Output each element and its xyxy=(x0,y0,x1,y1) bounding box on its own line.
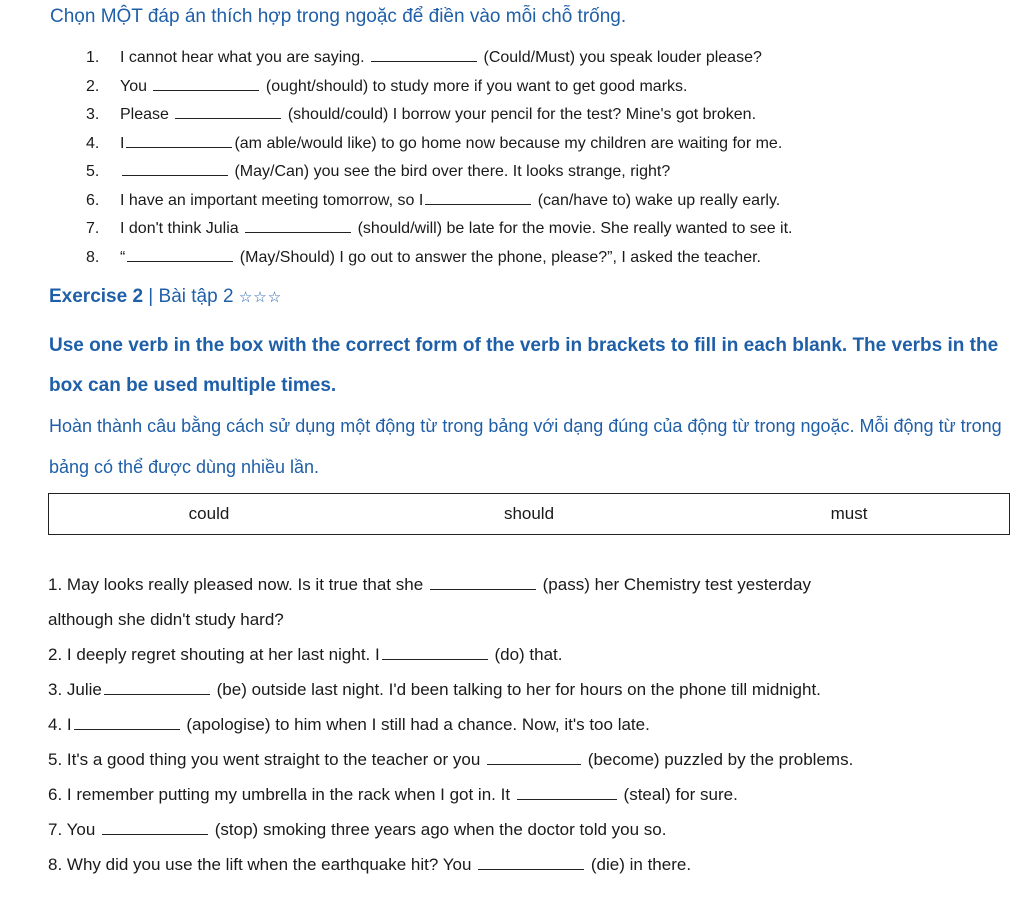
item-text-before: You xyxy=(120,77,147,95)
item-text-after: (am able/would like) to go home now because my children are waiting for me. xyxy=(234,134,783,152)
exercise2-item xyxy=(48,777,1018,812)
item-text-after: (ought/should) to study more if you want to get good marks. xyxy=(265,77,688,95)
answer-blank[interactable] xyxy=(371,47,477,62)
item-text-before: “ xyxy=(120,248,126,266)
answer-blank[interactable] xyxy=(478,855,584,870)
exercise2-title-bold: Exercise 2 xyxy=(49,286,144,307)
item-text-after: (be) outside last night. I'd been talking to her for hours on the phone till midnight. xyxy=(216,680,821,699)
item-text-before: I remember putting my umbrella in the rack when I got in. It xyxy=(66,785,511,804)
item-number: 2. xyxy=(86,77,100,95)
answer-blank[interactable] xyxy=(425,190,531,205)
star-rating-icon: ☆☆☆ xyxy=(238,289,283,306)
item-number: 1. xyxy=(48,575,63,594)
item-text-before: May looks really pleased now. Is it true that she xyxy=(66,575,424,594)
item-text-before: Julie xyxy=(66,680,102,699)
item-text-after: (Could/Must) you speak louder please? xyxy=(483,49,762,66)
answer-blank[interactable] xyxy=(153,76,259,91)
answer-blank[interactable] xyxy=(122,161,228,176)
item-text-after: (do) that. xyxy=(494,645,563,664)
exercise2-title-separator: | xyxy=(143,286,159,307)
exercise2-item-continuation xyxy=(48,602,1018,637)
item-number: 4. xyxy=(86,134,100,152)
answer-blank[interactable] xyxy=(104,680,210,695)
verb-box xyxy=(48,493,1010,535)
item-text-after: (should/could) I borrow your pencil for the test? Mine's got broken. xyxy=(287,106,757,123)
verb-option: must xyxy=(830,504,868,523)
item-number: 3. xyxy=(86,106,100,123)
exercise2-item xyxy=(48,742,1018,777)
item-text-after: (steal) for sure. xyxy=(623,785,738,804)
item-text-after: (can/have to) wake up really early. xyxy=(537,191,781,209)
exercise1-item xyxy=(86,44,792,73)
answer-blank[interactable] xyxy=(487,750,581,765)
item-text-before: Please xyxy=(120,106,169,123)
exercise2-item xyxy=(48,707,1018,742)
item-text-before: I xyxy=(66,715,72,734)
item-number: 6. xyxy=(48,785,63,804)
instruction-english: Use one verb in the box with the correct form of the verb in brackets to fill in each blank. The verbs in the box can be used multiple times. xyxy=(49,335,999,396)
item-text-after: (should/will) be late for the movie. She really wanted to see it. xyxy=(357,220,793,237)
exercise2-list xyxy=(48,567,1018,882)
exercise2-item xyxy=(48,567,1018,602)
item-text-after: (May/Can) you see the bird over there. It looks strange, right? xyxy=(234,163,671,180)
item-number: 3. xyxy=(48,680,63,699)
item-text-before: You xyxy=(66,820,96,839)
item-text-before: It's a good thing you went straight to the teacher or you xyxy=(66,750,481,769)
item-text-before: I cannot hear what you are saying. xyxy=(120,49,365,66)
item-number: 5. xyxy=(48,750,63,769)
item-number: 8. xyxy=(86,248,100,266)
exercise1-item xyxy=(86,101,792,130)
exercise1-item xyxy=(86,73,792,102)
exercise1-item xyxy=(86,244,792,273)
item-text-before: I xyxy=(120,134,125,152)
exercise2-item xyxy=(48,847,1018,882)
item-number: 4. xyxy=(48,715,63,734)
answer-blank[interactable] xyxy=(126,133,232,148)
item-text-before: I have an important meeting tomorrow, so I xyxy=(120,191,424,209)
exercise2-item xyxy=(48,637,1018,672)
item-text-after: (pass) her Chemistry test yesterday xyxy=(542,575,811,594)
exercise1-item xyxy=(86,158,792,187)
exercise1-item xyxy=(86,130,792,159)
verb-option: could xyxy=(188,504,230,523)
item-text-after: (die) in there. xyxy=(590,855,692,874)
answer-blank[interactable] xyxy=(430,575,536,590)
answer-blank[interactable] xyxy=(102,820,208,835)
answer-blank[interactable] xyxy=(74,715,180,730)
exercise2-item xyxy=(48,812,1018,847)
item-number: 8. xyxy=(48,855,63,874)
answer-blank[interactable] xyxy=(127,247,233,262)
item-number: 7. xyxy=(48,820,63,839)
exercise1-item xyxy=(86,215,792,244)
item-text-after: (become) puzzled by the problems. xyxy=(587,750,854,769)
item-text-before: Why did you use the lift when the earthquake hit? You xyxy=(66,855,472,874)
exercise2-title-vi: Bài tập 2 xyxy=(158,286,234,307)
answer-blank[interactable] xyxy=(245,218,351,233)
exercise2-item xyxy=(48,672,1018,707)
answer-blank[interactable] xyxy=(382,645,488,660)
item-number: 2. xyxy=(48,645,63,664)
item-text-before: I don't think Julia xyxy=(120,220,239,237)
verb-option: should xyxy=(503,504,555,523)
item-number: 7. xyxy=(86,220,100,237)
item-number: 5. xyxy=(86,163,100,180)
answer-blank[interactable] xyxy=(517,785,617,800)
item-text-after: (stop) smoking three years ago when the doctor told you so. xyxy=(214,820,667,839)
item-text-before: I deeply regret shouting at her last night. I xyxy=(66,645,380,664)
item-number: 6. xyxy=(86,191,100,209)
exercise1-item xyxy=(86,187,792,216)
instruction-vietnamese: Hoàn thành câu bằng cách sử dụng một động từ trong bảng với dạng đúng của động từ trong ngoặc. Mỗi động từ trong bảng có thể được dùng nhiều lần. xyxy=(49,416,1002,477)
exercise1-list xyxy=(86,44,792,272)
item-text-after: (apologise) to him when I still had a chance. Now, it's too late. xyxy=(186,715,650,734)
answer-blank[interactable] xyxy=(175,104,281,119)
exercise2-title xyxy=(49,286,282,308)
item-text-continued: although she didn't study hard? xyxy=(48,610,284,629)
item-number: 1. xyxy=(86,49,100,66)
worksheet-heading: Chọn MỘT đáp án thích hợp trong ngoặc để điền vào mỗi chỗ trống. xyxy=(50,6,627,27)
item-text-after: (May/Should) I go out to answer the phone, please?”, I asked the teacher. xyxy=(239,248,761,266)
